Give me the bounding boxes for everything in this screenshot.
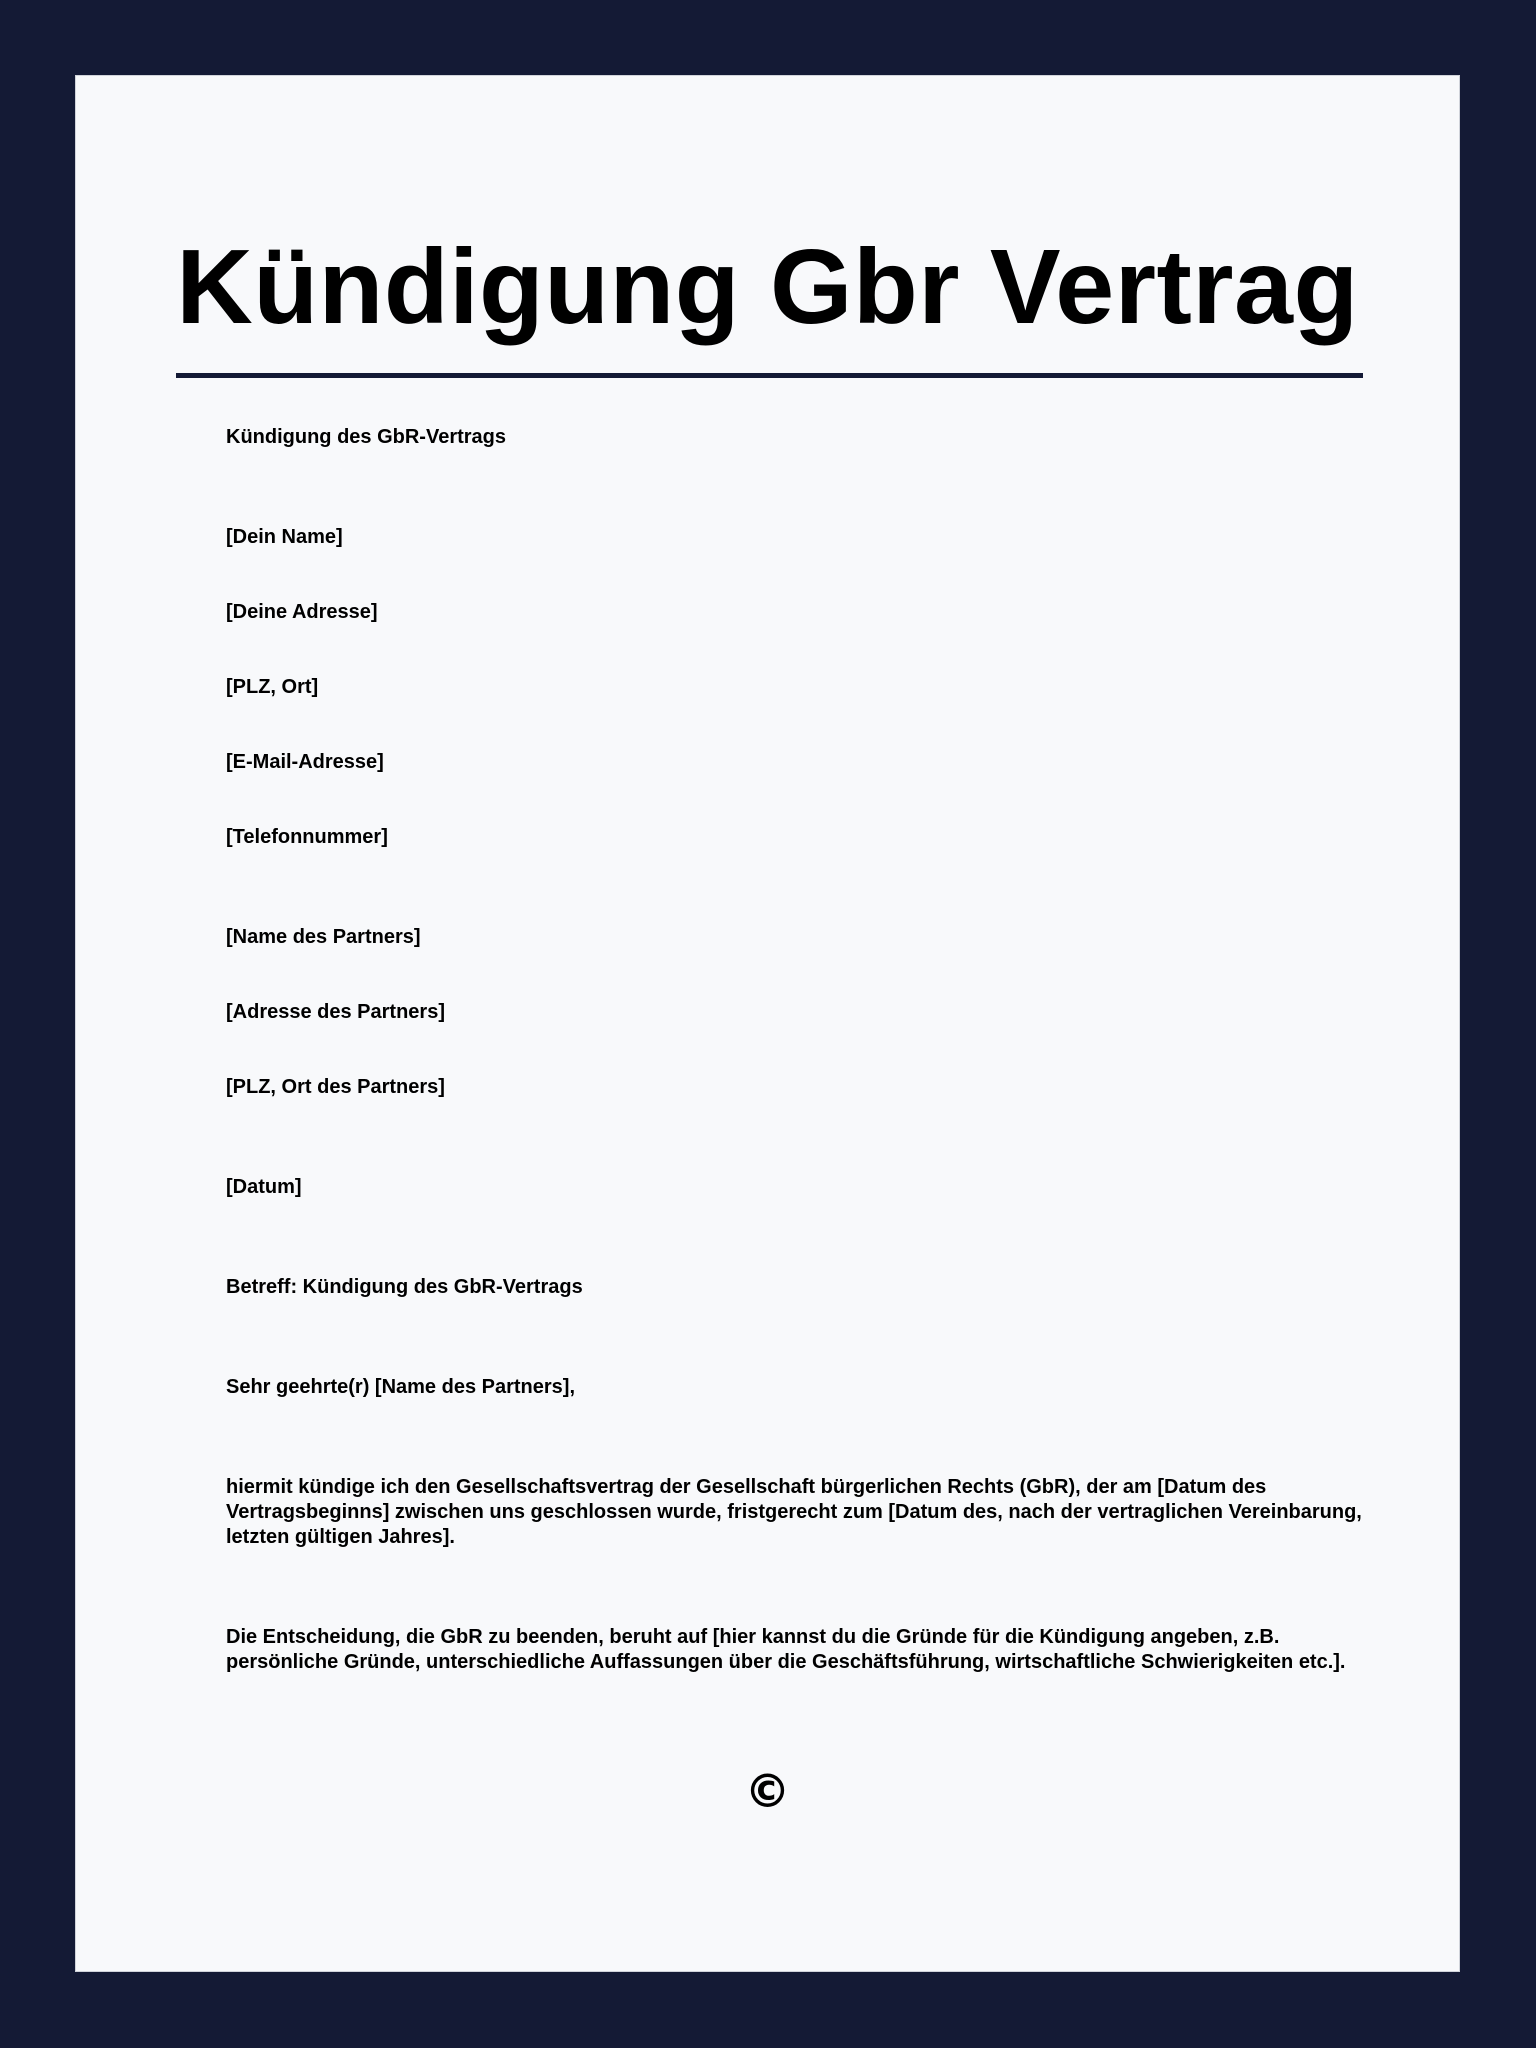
sender-email: [E-Mail-Adresse]: [226, 751, 384, 773]
recipient-address: [Adresse des Partners]: [226, 1001, 445, 1023]
letter-date: [Datum]: [226, 1176, 302, 1198]
copyright-icon: ©: [744, 1764, 791, 1818]
recipient-name: [Name des Partners]: [226, 926, 421, 948]
title-divider: [176, 373, 1363, 378]
body-paragraph-2: Die Entscheidung, die GbR zu beenden, beruht auf [hier kannst du die Gründe für die Kündigung angeben, z.B. persönliche Gründe, unterschiedliche Auffassungen über die Geschäftsführung, wirtschaftliche Schwierigkeiten etc.].: [226, 1626, 1346, 1673]
sender-name: [Dein Name]: [226, 526, 343, 548]
salutation: Sehr geehrte(r) [Name des Partners],: [226, 1376, 576, 1398]
document-page: [75, 75, 1460, 1972]
sender-address: [Deine Adresse]: [226, 601, 378, 623]
sender-city: [PLZ, Ort]: [226, 676, 319, 698]
document-title: Kündigung Gbr Vertrag: [176, 228, 1359, 346]
betreff-line: Betreff: Kündigung des GbR-Vertrags: [226, 1276, 583, 1298]
recipient-city: [PLZ, Ort des Partners]: [226, 1076, 445, 1098]
body-paragraph-1: hiermit kündige ich den Gesellschaftsvertrag der Gesellschaft bürgerlichen Rechts (GbR), der am [Datum des Vertragsbeginns] zwischen uns geschlossen wurde, fristgerecht zum [Datum des, nach der vertraglichen Vereinbarung, letzten gültigen Jahres].: [226, 1476, 1362, 1548]
subject-heading: Kündigung des GbR-Vertrags: [226, 426, 507, 448]
sender-phone: [Telefonnummer]: [226, 826, 388, 848]
